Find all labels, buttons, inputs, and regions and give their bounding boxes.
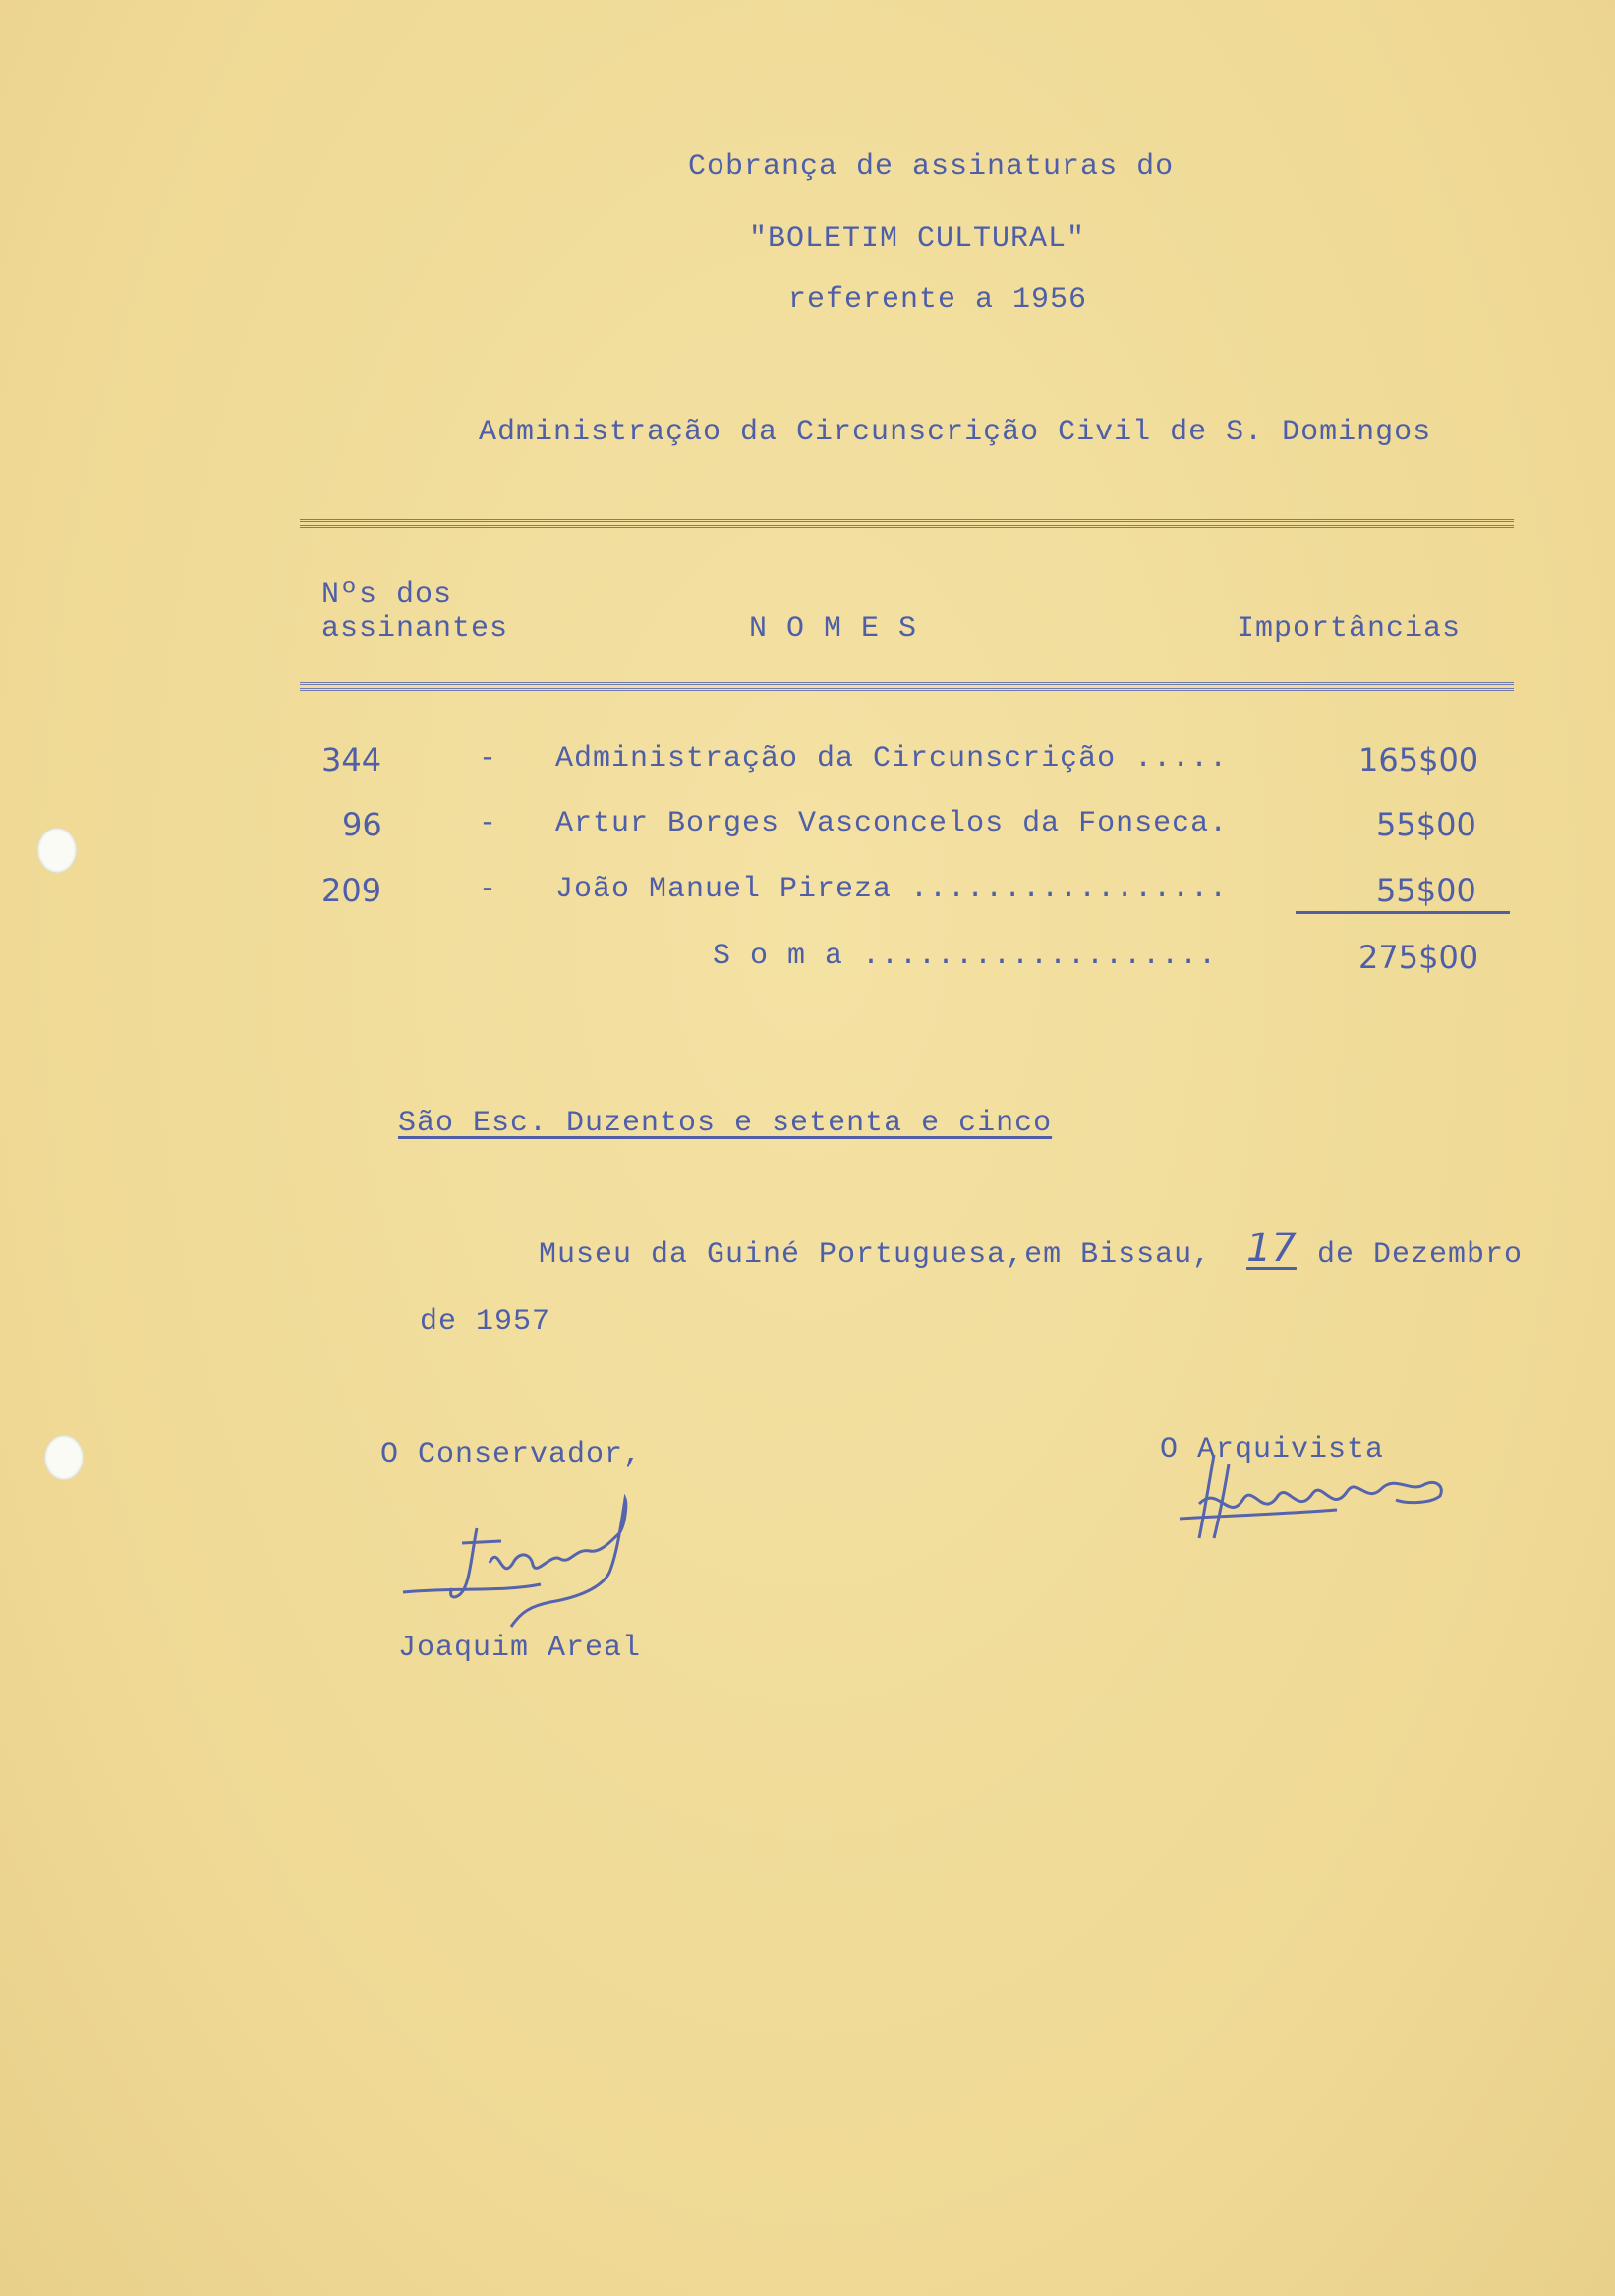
table-row-dash: - [479,742,498,775]
left-handwritten-signature [393,1494,678,1632]
table-row-amount: 55$00 [1376,872,1476,909]
table-row-number: 96 [342,806,382,843]
table-row-name: Administração da Circunscrição ..... [555,742,1229,775]
table-row-amount: 165$00 [1358,741,1479,778]
date-year: de 1957 [420,1305,551,1339]
left-signatory-title: O Conservador, [380,1438,643,1471]
table-row-name: João Manuel Pireza ................. [555,873,1229,906]
table-row-number: 209 [321,872,382,909]
date-day: 17 [1246,1226,1297,1271]
administration-title: Administração da Circunscrição Civil de S. Domingos [479,416,1432,449]
column-header-amounts: Importâncias [1237,612,1462,646]
date-month: de Dezembro [1317,1238,1524,1272]
column-header-names: N O M E S [749,612,918,646]
header-line-2: "BOLETIM CULTURAL" [749,222,1086,256]
table-row-name: Artur Borges Vasconcelos da Fonseca. [555,807,1229,840]
table-row-amount: 55$00 [1376,806,1476,843]
right-signatory-title: O Arquivista [1160,1433,1385,1466]
total-amount: 275$00 [1358,939,1479,976]
left-signatory-name: Joaquim Areal [398,1632,642,1665]
table-row-number: 344 [321,741,382,778]
punch-hole-top [37,828,77,873]
column-header-number-line2: assinantes [321,612,509,646]
header-line-1: Cobrança de assinaturas do [688,150,1175,184]
table-row-dash: - [479,873,498,906]
amount-in-words: São Esc. Duzentos e setenta e cinco [398,1107,1053,1140]
right-handwritten-signature [1170,1445,1465,1553]
place-date-text: Museu da Guiné Portuguesa,em Bissau, [539,1238,1212,1272]
header-line-3: referente a 1956 [788,283,1088,316]
table-header-rule [300,682,1514,691]
subtotal-underline [1296,911,1510,914]
table-row-dash: - [479,807,498,840]
column-header-number-line1: Nºs dos [321,578,453,611]
table-top-rule [300,519,1514,528]
total-label: S o m a ................... [713,940,1218,973]
punch-hole-bottom [44,1435,84,1480]
